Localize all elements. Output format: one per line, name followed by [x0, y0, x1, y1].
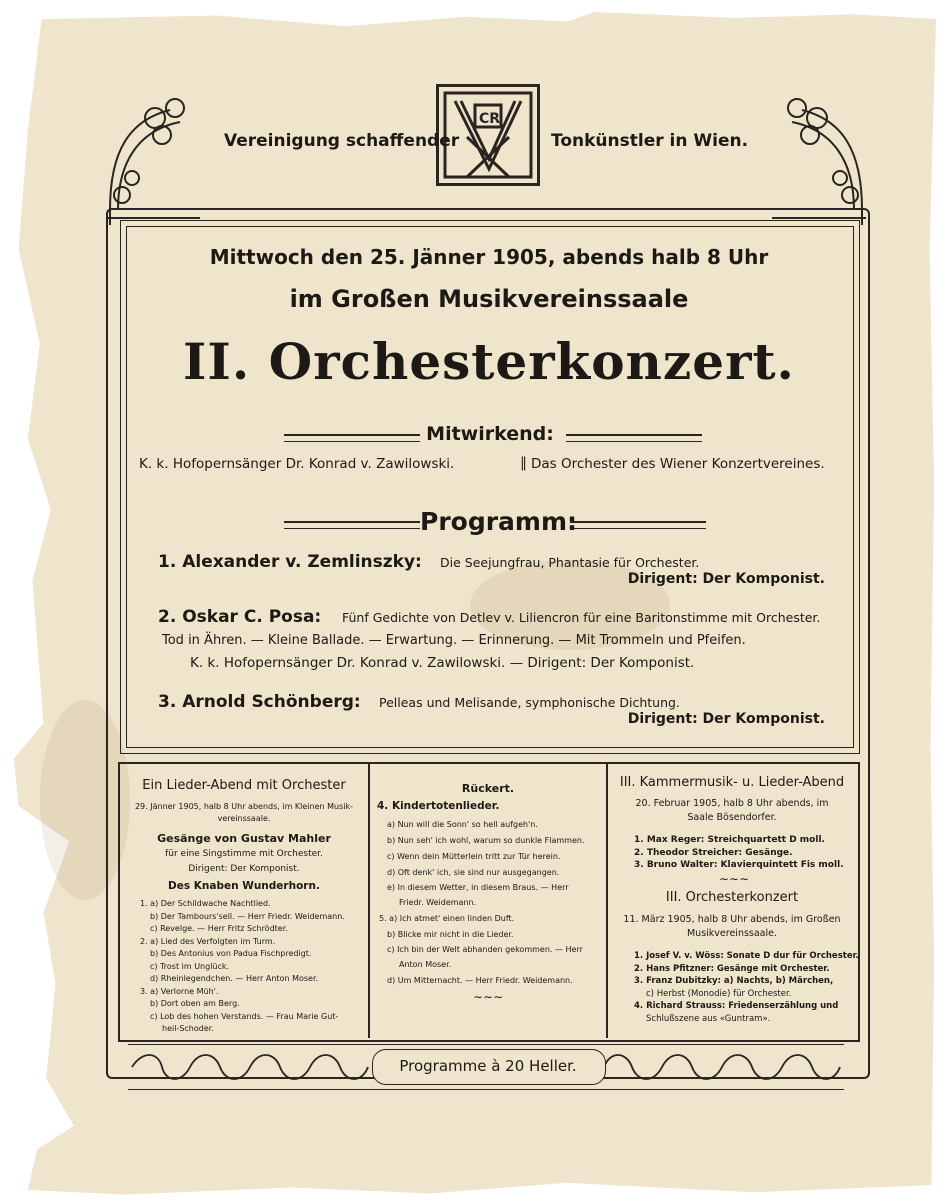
list-item: 3. a) Verlorne Müh'. [140, 986, 219, 996]
left-col-line: für eine Singstimme mit Orchester. [165, 849, 323, 859]
column-divider [368, 762, 370, 1038]
list-item: Anton Moser. [399, 960, 452, 969]
left-col-list [140, 898, 345, 1036]
list-item: 3. Franz Dubitzky: a) Nachts, b) Märchen, [634, 976, 834, 986]
program-item-dirigent: Dirigent: Der Komponist. [627, 571, 825, 587]
program-item-composer: 2. Oskar C. Posa: [158, 607, 322, 627]
venue-line: im Großen Musikvereinssaale [289, 285, 689, 313]
list-item: Schlußszene aus «Guntram». [646, 1013, 771, 1024]
list-item: heil-Schoder. [162, 1024, 214, 1033]
program-item-work: Pelleas und Melisande, symphonische Dichtung. [379, 695, 680, 710]
list-item: c) Wenn dein Mütterlein tritt zur Tür herein. [387, 852, 561, 861]
program-item-dirigent: Dirigent: Der Komponist. [627, 711, 825, 727]
list-item: d) Um Mitternacht. — Herr Friedr. Weidemann. [387, 976, 573, 985]
list-item: b) Des Antonius von Padua Fischpredigt. [150, 949, 312, 958]
list-item: a) Nun will die Sonn' so hell aufgeh'n. [387, 820, 538, 829]
left-col-date: vereinssaale. [217, 814, 271, 823]
right-col-list2 [634, 950, 859, 1025]
list-item: d) Rheinlegendchen. — Herr Anton Moser. [150, 974, 319, 983]
svg-text:CR: CR [479, 111, 501, 127]
mitwirkend-separator: ‖ [520, 455, 527, 471]
list-item: 3. Bruno Walter: Klavierquintett Fis moll. [634, 860, 844, 870]
list-item: 1. Josef V. v. Wöss: Sonate D dur für Orchester. [634, 951, 859, 961]
mid-col-subheading: 4. Kindertotenlieder. [377, 800, 500, 812]
header-right: Tonkünstler in Wien. [551, 131, 749, 151]
list-item: 2. a) Lied des Verfolgten im Turm. [140, 936, 276, 946]
list-item: c) Lob des hohen Verstands. — Frau Marie Gut- [150, 1011, 339, 1021]
price-label: Programme à 20 Heller. [399, 1057, 577, 1075]
flourish-icon: ∼∼∼ [473, 990, 504, 1004]
right-col-date: Saale Bösendorfer. [687, 812, 777, 823]
list-item: b) Blicke mir nicht in die Lieder. [387, 930, 514, 939]
left-col-date: 29. Jänner 1905, halb 8 Uhr abends, im Kleinen Musik- [134, 802, 354, 811]
right-col-title: III. Kammermusik- u. Lieder-Abend [619, 775, 845, 790]
mid-col-list [379, 817, 585, 989]
divider-rule [284, 521, 420, 529]
flourish-icon: ∼∼∼ [719, 872, 750, 886]
list-item: e) In diesem Wetter, in diesem Braus. — Herr [387, 883, 569, 892]
list-item: c) Revelge. — Herr Fritz Schrödter. [150, 924, 288, 933]
list-item: b) Nun seh' ich wohl, warum so dunkle Flammen. [387, 836, 585, 845]
list-item: 1. Max Reger: Streichquartett D moll. [634, 835, 825, 845]
right-col-date: Musikvereinssaale. [686, 928, 778, 939]
program-item-dirigent: K. k. Hofopernsänger Dr. Konrad v. Zawilowski. — Dirigent: Der Komponist. [190, 655, 695, 671]
divider-rule [284, 434, 420, 442]
program-item-work: Fünf Gedichte von Detlev v. Liliencron für eine Baritonstimme mit Orchester. [342, 610, 821, 625]
list-item: 2. Hans Pfitzner: Gesänge mit Orchester. [634, 963, 830, 974]
list-item: c) Ich bin der Welt abhanden gekommen. — Herr [387, 945, 583, 954]
right-col-date: 11. März 1905, halb 8 Uhr abends, im Großen [623, 914, 841, 925]
program-item-work: Die Seejungfrau, Phantasie für Orchester. [440, 555, 700, 570]
mitwirkend-heading: Mitwirkend: [426, 423, 554, 445]
date-line: Mittwoch den 25. Jänner 1905, abends halb 8 Uhr [209, 245, 769, 269]
programm-heading: Programm: [420, 507, 578, 536]
left-col-title: Ein Lieder-Abend mit Orchester [142, 778, 346, 793]
list-item: Friedr. Weidemann. [399, 898, 477, 907]
left-col-gesaenge: Gesänge von Gustav Mahler [157, 832, 331, 845]
left-col-subheading: Des Knaben Wunderhorn. [168, 880, 320, 892]
mitwirkend-left: K. k. Hofopernsänger Dr. Konrad v. Zawilowski. [139, 456, 455, 472]
list-item: 2. Theodor Streicher: Gesänge. [634, 847, 793, 858]
mid-col-title: Rückert. [461, 782, 515, 795]
list-item: c) Trost im Unglück. [150, 961, 230, 971]
program-item-composer: 1. Alexander v. Zemlinszky: [158, 552, 422, 572]
page-title: II. Orchesterkonzert. [183, 332, 795, 391]
right-col-date: 20. Februar 1905, halb 8 Uhr abends, im [635, 798, 829, 809]
list-item: 5. a) Ich atmet' einen linden Duft. [379, 914, 515, 923]
right-col-list [634, 834, 844, 872]
right-col-title2: III. Orchesterkonzert [665, 890, 799, 905]
left-col-line: Dirigent: Der Komponist. [188, 864, 300, 874]
list-item: 1. a) Der Schildwache Nachtlied. [140, 899, 271, 908]
list-item: b) Der Tambours'sell. — Herr Friedr. Weidemann. [150, 911, 345, 921]
divider-rule [570, 521, 706, 529]
list-item: b) Dort oben am Berg. [150, 999, 240, 1008]
program-item-composer: 3. Arnold Schönberg: [158, 692, 361, 712]
divider-rule [566, 434, 702, 442]
mitwirkend-right: Das Orchester des Wiener Konzertvereines. [531, 456, 825, 472]
list-item: c) Herbst (Monodie) für Orchester. [646, 988, 792, 999]
program-item-songs: Tod in Ähren. — Kleine Ballade. — Erwartung. — Erinnerung. — Mit Trommeln und Pfeifen. [162, 633, 746, 648]
header-left: Vereinigung schaffender [224, 131, 460, 151]
list-item: d) Oft denk' ich, sie sind nur ausgegangen. [387, 868, 560, 877]
list-item: 4. Richard Strauss: Friedenserzählung und [634, 1001, 839, 1011]
